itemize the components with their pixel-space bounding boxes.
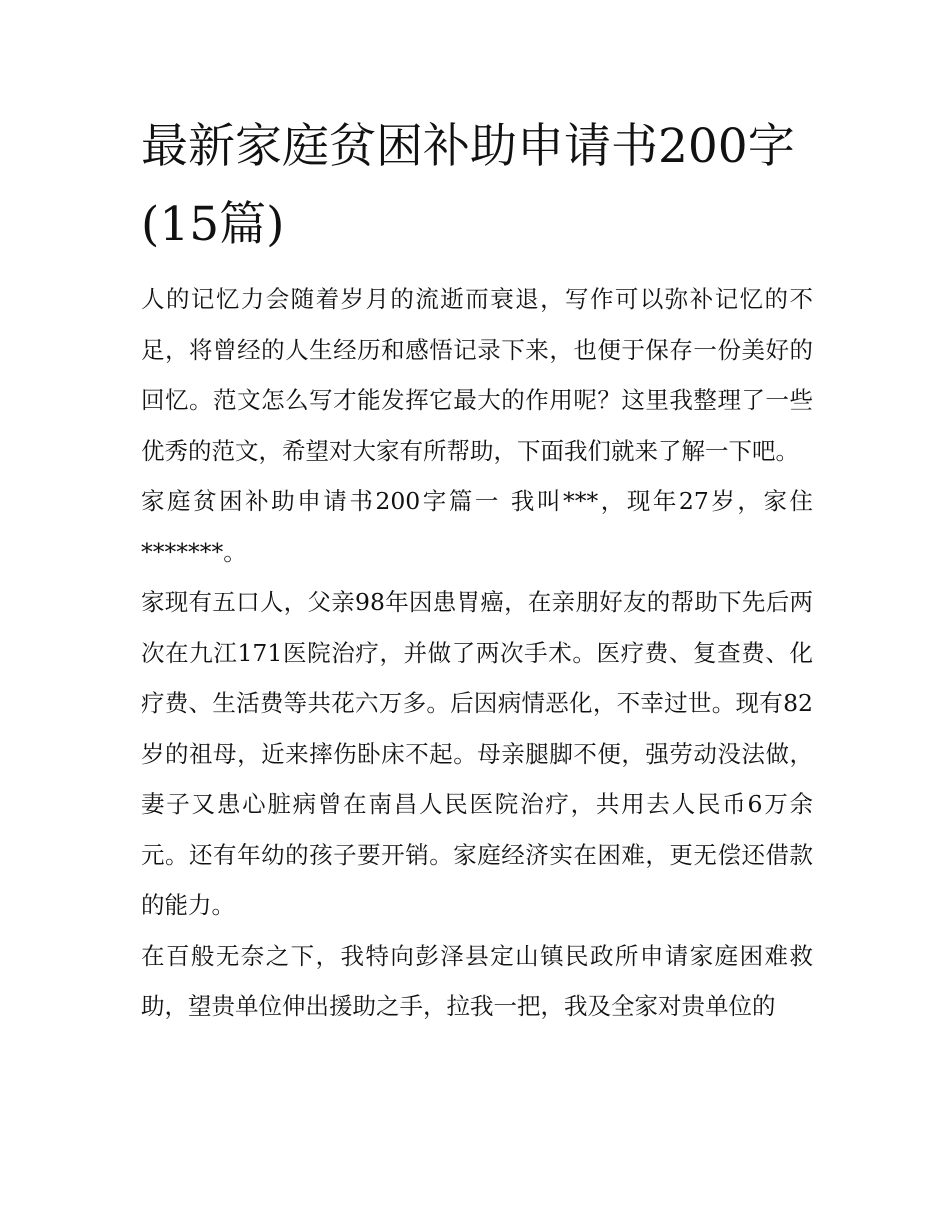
paragraph-family-situation: 家现有五口人，父亲98年因患胃癌，在亲朋好友的帮助下先后两次在九江171医院治疗，并做了两次手术。医疗费、复查费、化疗费、生活费等共花六万多。后因病情恶化，不幸过世。现有82岁的祖母，近来摔伤卧床不起。母亲腿脚不便，强劳动没法做，妻子又患心脏病曾在南昌人民医院治疗，共用去人民币6万余元。还有年幼的孩子要开销。家庭经济实在困难，更无偿还借款的能力。: [141, 588, 813, 919]
document-page: [141, 108, 813, 1032]
document-body: [141, 274, 813, 1032]
paragraph-intro: 人的记忆力会随着岁月的流逝而衰退，写作可以弥补记忆的不足，将曾经的人生经历和感悟记录下来，也便于保存一份美好的回忆。范文怎么写才能发挥它最大的作用呢？这里我整理了一些优秀的范文，希望对大家有所帮助，下面我们就来了解一下吧。: [141, 285, 813, 465]
document-title: 最新家庭贫困补助申请书200字(15篇): [141, 119, 795, 252]
paragraph-request: 在百般无奈之下，我特向彭泽县定山镇民政所申请家庭困难救助，望贵单位伸出援助之手，拉我一把，我及全家对贵单位的: [141, 941, 813, 1020]
paragraph-applicant: 家庭贫困补助申请书200字篇一 我叫***，现年27岁，家住*******。: [141, 487, 813, 566]
